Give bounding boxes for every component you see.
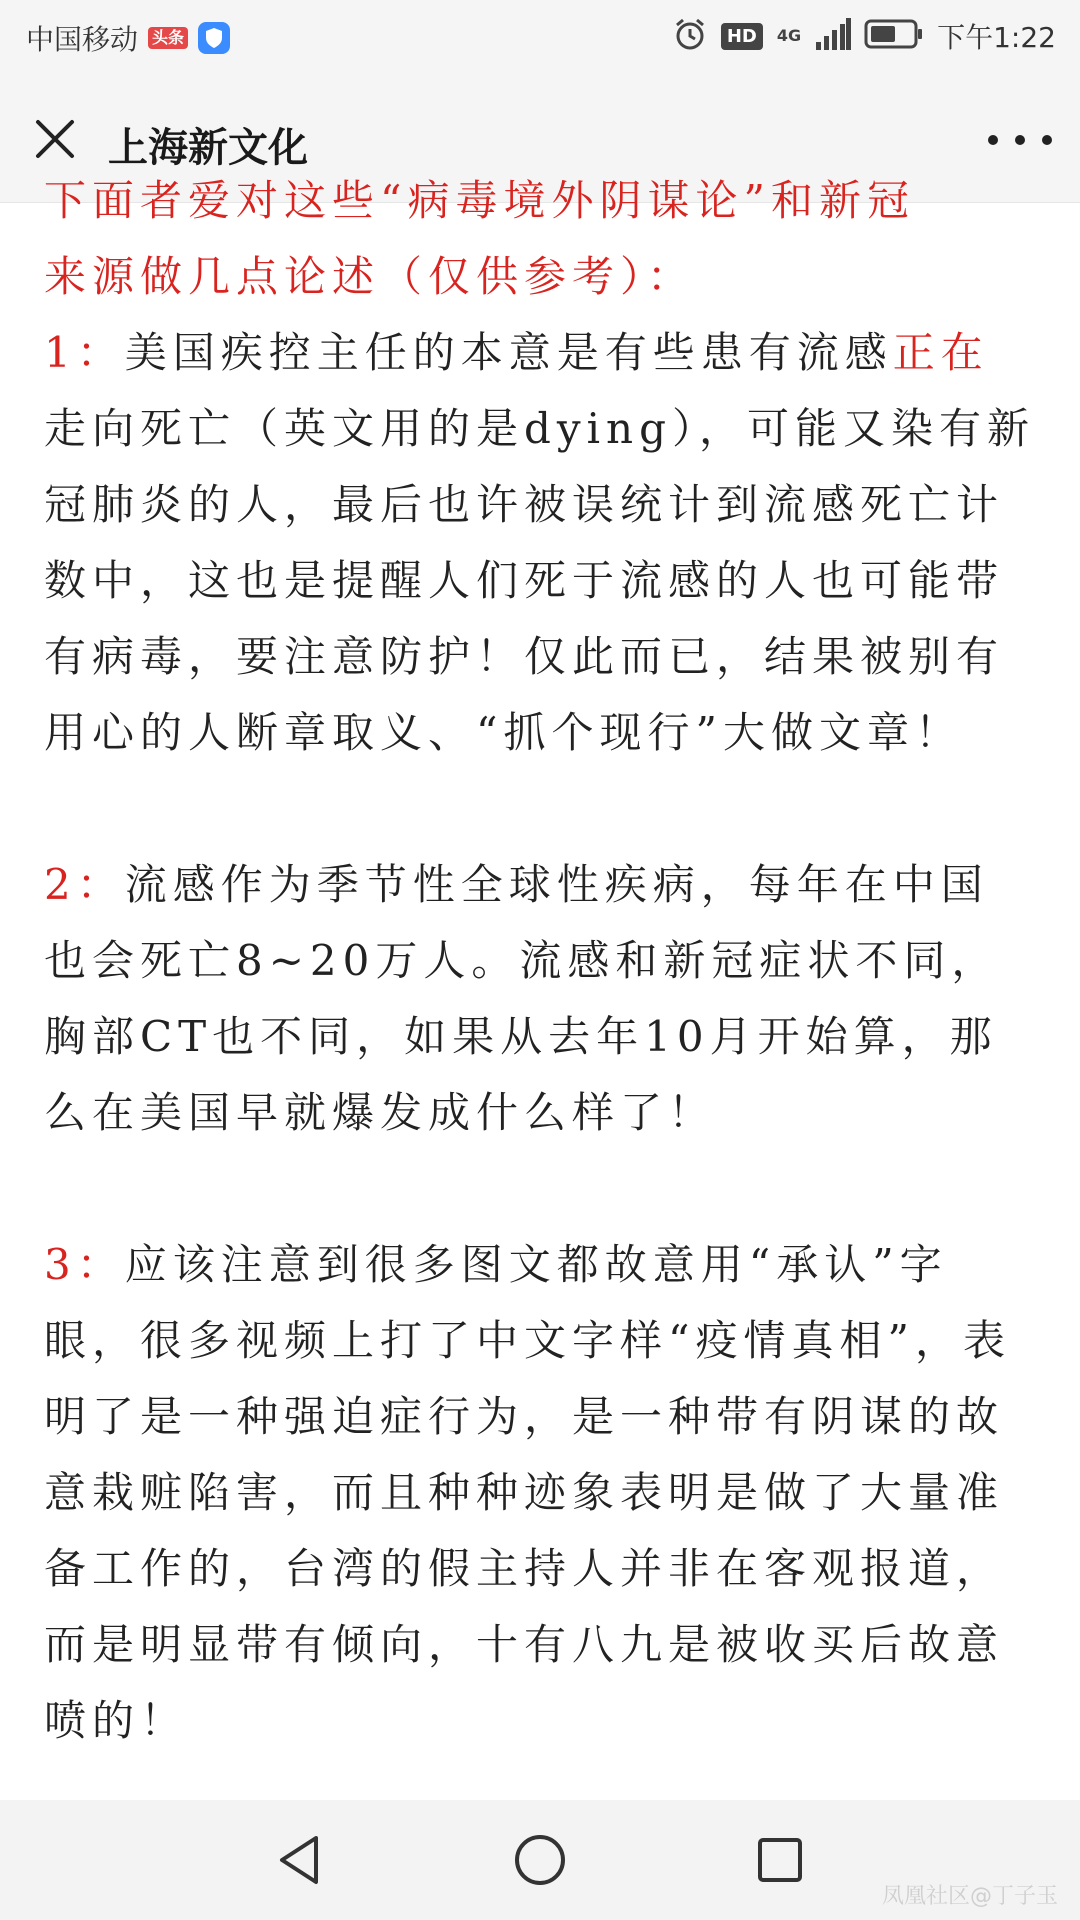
more-icon <box>988 135 998 145</box>
navigation-bar <box>0 1800 1080 1920</box>
intro-line-2: 来源做几点论述（仅供参考）： <box>44 252 696 301</box>
paragraph-2-text: 流感作为季节性全球性疾病，每年在中国也会死亡8~20万人。流感和新冠症状不同，胸部CT也不同，如果从去年10月开始算，那么在美国早就爆发成什么样了！ <box>44 860 1000 1137</box>
paragraph-2 <box>44 847 1036 1151</box>
clock: 下午1:22 <box>937 21 1056 54</box>
intro-line-1: 下面者爱对这些“病毒境外阴谋论”和新冠 <box>44 176 915 225</box>
more-icon <box>1015 135 1025 145</box>
page-title: 上海新文化 <box>108 125 308 171</box>
watermark: 凤凰社区@丁子玉 <box>881 1884 1058 1909</box>
paragraph-3-number: 3： <box>44 1240 125 1289</box>
home-button[interactable] <box>512 1832 568 1888</box>
recent-apps-button[interactable] <box>752 1832 808 1888</box>
back-button[interactable] <box>272 1832 328 1888</box>
status-bar <box>0 0 1080 76</box>
shield-icon <box>198 22 230 54</box>
signal-icon <box>815 18 851 54</box>
article-viewport[interactable] <box>0 176 1080 1799</box>
paragraph-3 <box>44 1227 1036 1759</box>
spacer <box>44 1151 1036 1227</box>
paragraph-1-number: 1： <box>44 328 125 377</box>
paragraph-2-number: 2： <box>44 860 125 909</box>
alarm-icon <box>673 17 707 55</box>
close-button[interactable] <box>30 114 80 164</box>
paragraph-1-highlight: 正在 <box>892 328 989 377</box>
spacer <box>44 771 1036 847</box>
battery-icon <box>865 19 923 53</box>
recent-square-icon <box>752 1832 808 1888</box>
status-right <box>673 16 1056 56</box>
paragraph-1-text-a: 美国疾控主任的本意是有些患有流感 <box>124 328 893 377</box>
home-circle-icon <box>512 1832 568 1888</box>
news-app-icon: 头条 <box>148 27 188 49</box>
paragraph-3-text: 应该注意到很多图文都故意用“承认”字眼，很多视频上打了中文字样“疫情真相”，表明了是一种强迫症行为，是一种带有阴谋的故意栽赃陷害，而且种种迹象表明是做了大量准备工作的，台湾的假主持人并非在客观报道，而是明显带有倾向，十有八九是被收买后故意喷的！ <box>44 1240 1011 1745</box>
more-button[interactable] <box>988 126 1052 154</box>
network-type <box>777 28 801 44</box>
carrier-label: 中国移动 <box>26 23 139 56</box>
network-label: 4G <box>776 26 802 45</box>
back-triangle-icon <box>272 1832 328 1888</box>
more-icon <box>1042 135 1052 145</box>
article-body <box>44 163 1036 1759</box>
paragraph-1-text-b: 走向死亡（英文用的是dying），可能又染有新冠肺炎的人，最后也许被误统计到流感死亡计数中，这也是提醒人们死于流感的人也可能带有病毒，要注意防护！仅此而已，结果被别有用心的人断章取义、“抓个现行”大做文章！ <box>44 404 1035 757</box>
status-left <box>26 18 230 58</box>
paragraph-1 <box>44 315 1036 771</box>
hd-badge: HD <box>721 23 763 50</box>
close-icon <box>30 114 80 164</box>
